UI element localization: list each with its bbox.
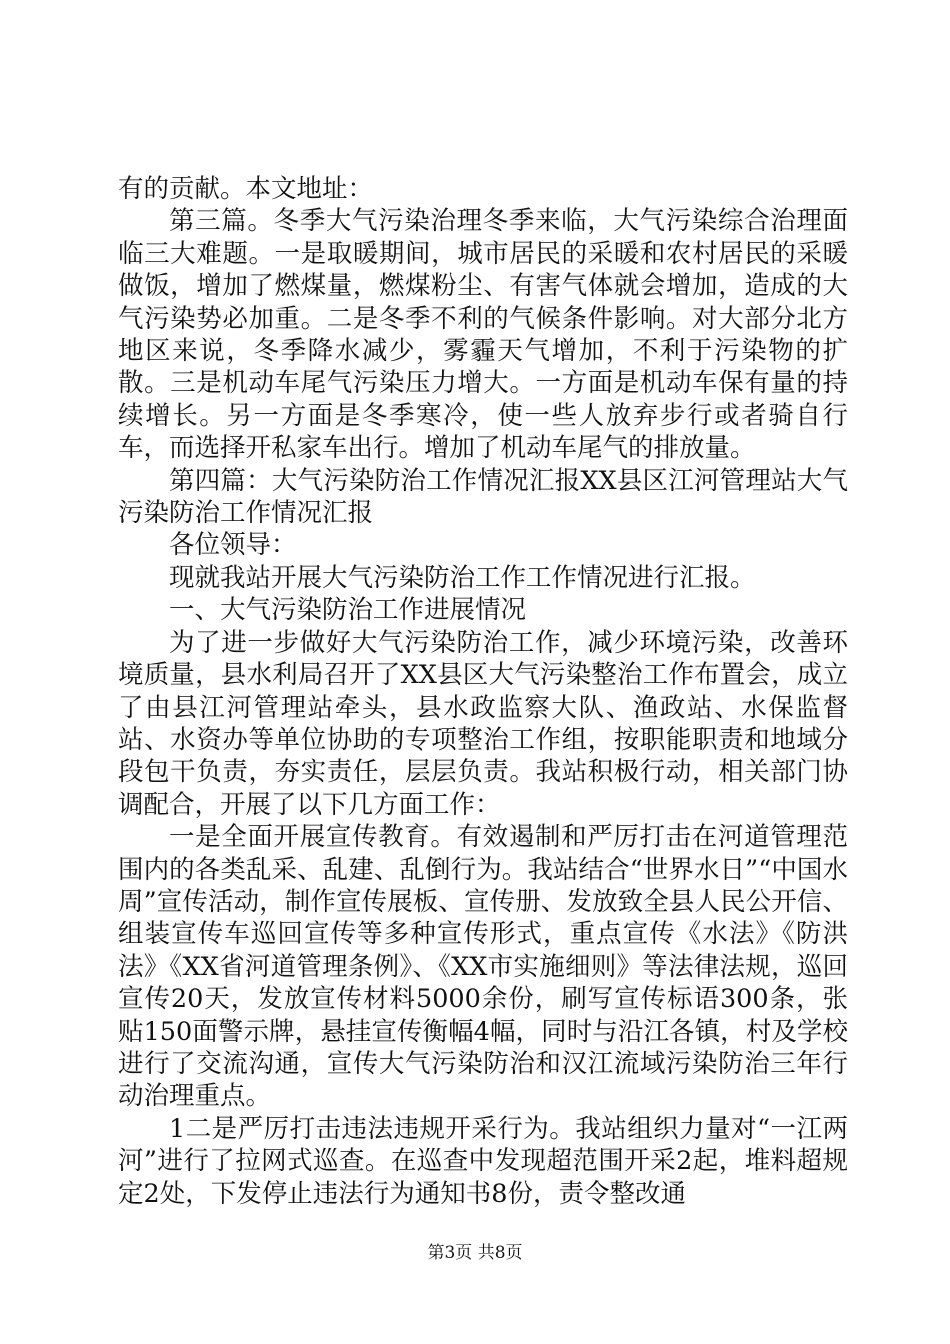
paragraph-1: 有的贡献。本文地址： [118,174,374,204]
paragraph-3: 第四篇：大气污染防治工作情况汇报XX县区江河管理站大气污染防治工作情况汇报 [118,465,848,529]
page-number-footer: 第3页 共8页 [427,1243,523,1263]
document-body [118,173,848,1210]
paragraph-5: 现就我站开展大气污染防治工作工作情况进行汇报。 [169,562,756,593]
paragraph-4: 各位领导： [169,530,297,561]
paragraph-2: 第三篇。冬季大气污染治理冬季来临，大气污染综合治理面临三大难题。一是取暖期间，城市居民的采暖和农村居民的采暖做饭，增加了燃煤量，燃煤粉尘、有害气体就会增加，造成的大气污染势必加重。二是冬季不利的气候条件影响。对大部分北方地区来说，冬季降水减少，雾霾天气增加，不利于污染物的扩散。三是机动车尾气污染压力增大。一方面是机动车保有量的持续增长。另一方面是冬季寒冷，使一些人放弃步行或者骑自行车，而选择开私家车出行。增加了机动车尾气的排放量。 [118,206,848,464]
paragraph-9: 1二是严厉打击违法违规开采行为。我站组织力量对“一江两河”进行了拉网式巡查。在巡查中发现超范围开采2起，堆料超规定2处，下发停止违法行为通知书8份，责令整改通 [118,1113,848,1209]
paragraph-7: 为了进一步做好大气污染防治工作，减少环境污染，改善环境质量，县水利局召开了XX县区大气污染整治工作布置会，成立了由县江河管理站牵头，县水政监察大队、渔政站、水保监督站、水资办等单位协助的专项整治工作组，按职能职责和地域分段包干负责，夯实责任，层层负责。我站积极行动，相关部门协调配合，开展了以下几方面工作： [118,627,848,820]
paragraph-8: 一是全面开展宣传教育。有效遏制和严厉打击在河道管理范围内的各类乱采、乱建、乱倒行为。我站结合“世界水日”“中国水周”宣传活动，制作宣传展板、宣传册、发放致全县人民公开信、组装宣传车巡回宣传等多种宣传形式，重点宣传《水法》《防洪法》《XX省河道管理条例》、《XX市实施细则》等法律法规，巡回宣传20天，发放宣传材料5000余份，刷写宣传标语300条，张贴150面警示牌，悬挂宣传衡幅4幅，同时与沿江各镇，村及学校进行了交流沟通，宣传大气污染防治和汉江流域污染防治三年行动治理重点。 [118,822,848,1112]
paragraph-6: 一、大气污染防治工作进展情况 [169,595,527,626]
